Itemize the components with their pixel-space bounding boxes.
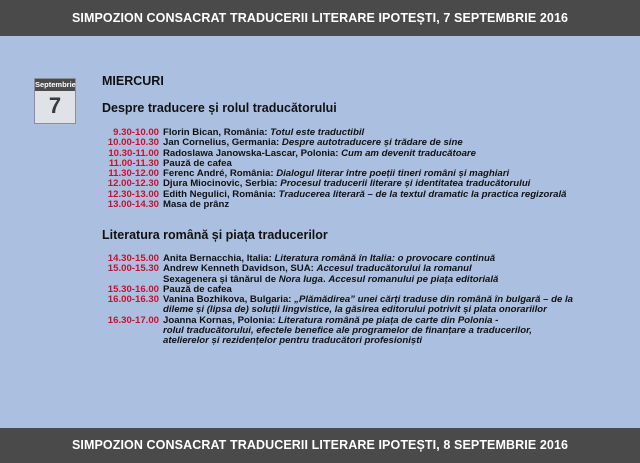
talk-title: „Plămădirea” unei cărți traduse din română în bulgară – de la [294,294,573,306]
talk-title: Traducerea literară – de la textul dramatic la practica regizorală [278,188,567,200]
speaker: Florin Bican, România: [163,127,271,138]
time-slot: 10.00-10.30 [107,137,159,149]
schedule-row [96,200,634,210]
calendar-day: 7 [48,93,62,118]
time-slot: 10.30-11.00 [108,147,159,159]
speaker: Ferenc André, România: [163,168,277,180]
continuation-text: Sexagenera și tânărul de [163,273,279,285]
talk-title: Literatura română pe piața de carte din Polonia - [278,314,499,326]
speaker: Joanna Kornas, Polonia: [163,314,279,326]
time-slot: 12.00-12.30 [107,178,159,190]
author-name: Nora Iuga [278,273,323,285]
speaker: Djura Miocinovic, Serbia: [163,178,281,190]
speaker: Radoslawa Janowska-Lascar, Polonia: [163,147,342,159]
talk-title: Accesul romanului pe piața editorială [328,273,499,285]
break-label: Pauză de cafea [163,283,232,295]
talk-title: atelierelor și rezidențelor pentru traducători profesioniști [163,335,423,347]
continuation-text: . [322,273,329,285]
speaker: Vanina Bozhikova, Bulgaria: [163,294,295,306]
footer-banner: SIMPOZION CONSACRAT TRADUCERII LITERARE IPOTEȘTI, 8 SEPTEMBRIE 2016 [0,428,640,463]
speaker: Edith Negulici, România: [163,188,279,200]
time-slot: 15.30-16.00 [107,283,159,295]
time-slot: 16.00-16.30 [107,294,159,306]
talk-title: rolul traducătorului, efectele benefice ale programelor de finanțare a traducerilor, [163,325,532,337]
speaker: Andrew Kenneth Davidson, SUA: [163,263,317,275]
time-slot: 9.30-10.00 [113,127,159,138]
header-banner: SIMPOZION CONSACRAT TRADUCERII LITERARE IPOTEȘTI, 7 SEPTEMBRIE 2016 [0,0,640,36]
day-title: MIERCURI [102,74,164,88]
talk-title: Accesul traducătorului la romanul [316,263,472,275]
talk-title: Dialogul literar între poeții tineri români și maghiari [276,168,510,180]
calendar-icon [34,78,76,124]
talk-title: dileme și (lipsa de) soluții lingvistice, la găsirea editorului potrivit și plata onorariilor [163,304,547,316]
speaker: Jan Cornelius, Germania: [163,137,282,149]
talk-title: Cum am devenit traducătoare [341,147,476,159]
talk-title: Despre autotraducere și trădare de sine [281,137,463,149]
time-slot: 16.30-17.00 [107,314,159,326]
time-slot: 14.30-15.00 [107,253,159,264]
talk-title: Literatura română în Italia: o provocare continuă [274,253,496,264]
time-slot: 15.00-15.30 [107,263,159,275]
time-slot: 11.30-12.00 [108,168,159,180]
time-slot: 11.00-11.30 [108,157,159,169]
break-label: Masa de prânz [163,199,230,211]
schedule-list-2 [96,254,634,347]
calendar-month: Septembrie [35,80,76,89]
section-title-2: Literatura română și piața traducerilor [102,228,328,242]
talk-title: Procesul traducerii literare și identitatea traducătorului [280,178,531,190]
talk-title: Totul este traductibil [270,127,365,138]
section-title-1: Despre traducere și rolul traducătorului [102,101,337,115]
time-slot: 13.00-14.30 [107,199,159,211]
time-slot: 12.30-13.00 [107,188,159,200]
break-label: Pauză de cafea [163,157,232,169]
schedule-list-1 [96,128,634,210]
schedule-row-continued [96,336,634,346]
speaker: Anita Bernacchia, Italia: [163,253,275,264]
